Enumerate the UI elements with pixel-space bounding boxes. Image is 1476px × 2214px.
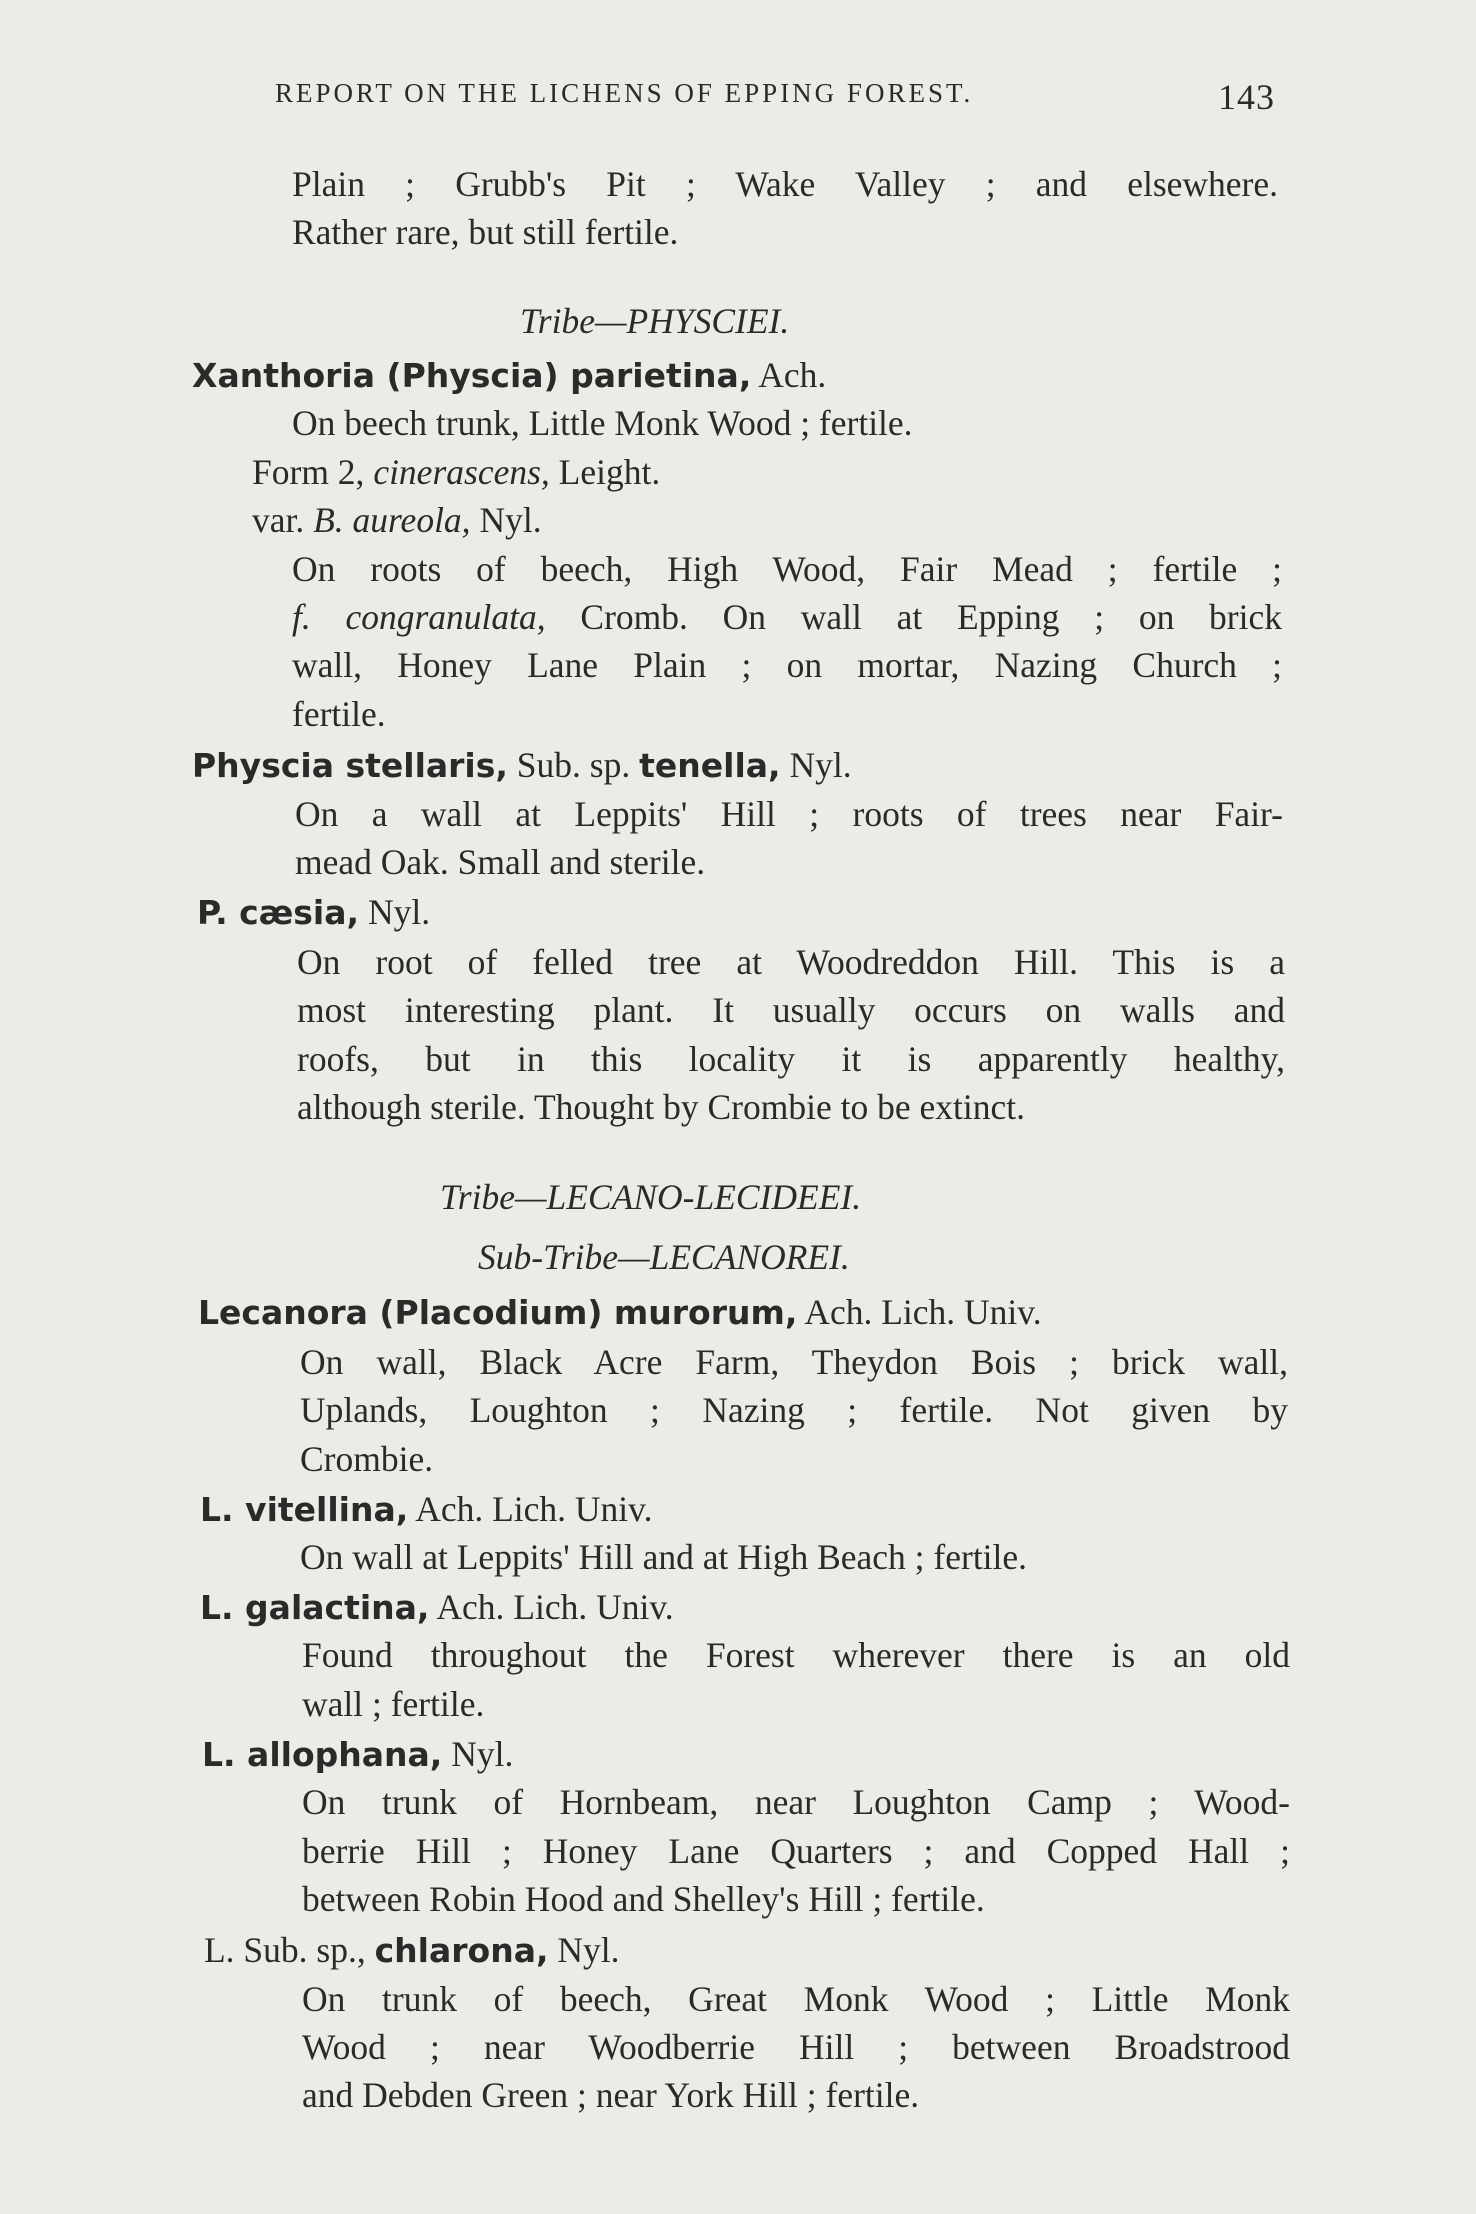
form-authority: Leight. [558, 452, 661, 492]
text-line: roofs, but in this locality it is apparently healthy, [297, 1039, 1285, 1079]
text-line: Uplands, Loughton ; Nazing ; fertile. Not given by [300, 1390, 1288, 1430]
species-name: L. galactina, [200, 1588, 430, 1627]
form-entry [252, 452, 661, 492]
subspecies-name: chlarona, [374, 1931, 549, 1970]
text-line: On root of felled tree at Woodreddon Hill. This is a [297, 942, 1285, 982]
tribe-heading: Tribe—LECANO-LECIDEEI. [440, 1177, 862, 1217]
text-line: On trunk of Hornbeam, near Loughton Camp ; Wood- [302, 1782, 1290, 1822]
text-line: Wood ; near Woodberrie Hill ; between Broadstrood [302, 2027, 1290, 2067]
species-entry [192, 745, 852, 785]
species-entry [197, 892, 431, 932]
form-name: f. congranulata, [292, 597, 546, 637]
subspecies-name: tenella, [639, 746, 781, 785]
variety-authority: Nyl. [479, 500, 542, 540]
text-line: On trunk of beech, Great Monk Wood ; Little Monk [302, 1979, 1290, 2019]
text-line [292, 597, 1282, 637]
subspecies-label: Sub. sp. [516, 745, 631, 785]
text-line: On beech trunk, Little Monk Wood ; fertile. [292, 403, 913, 443]
text-line: between Robin Hood and Shelley's Hill ; fertile. [302, 1879, 985, 1919]
species-authority: Ach. Lich. Univ. [436, 1587, 674, 1627]
species-authority: Nyl. [451, 1734, 514, 1774]
species-authority: Ach. Lich. Univ. [804, 1292, 1042, 1332]
form-name: cinerascens, [373, 452, 550, 492]
text-line: Plain ; Grubb's Pit ; Wake Valley ; and elsewhere. [292, 164, 1278, 204]
species-entry [202, 1734, 514, 1774]
species-name: L. allophana, [202, 1735, 443, 1774]
text-line: wall ; fertile. [302, 1684, 485, 1724]
text-line: On roots of beech, High Wood, Fair Mead ; fertile ; [292, 549, 1282, 589]
text-line: On wall, Black Acre Farm, Theydon Bois ; brick wall, [300, 1342, 1288, 1382]
species-authority: Ach. Lich. Univ. [415, 1489, 653, 1529]
variety-entry [252, 500, 542, 540]
text-line: Rather rare, but still fertile. [292, 212, 679, 252]
species-name: Xanthoria (Physcia) parietina, [192, 356, 752, 395]
text-line: Crombie. [300, 1439, 434, 1479]
text-line: Found throughout the Forest wherever there is an old [302, 1635, 1290, 1675]
text-line: berrie Hill ; Honey Lane Quarters ; and Copped Hall ; [302, 1831, 1290, 1871]
variety-name: B. aureola, [313, 500, 471, 540]
subspecies-label: L. Sub. sp., [204, 1930, 366, 1970]
species-entry [198, 1292, 1042, 1332]
running-title: REPORT ON THE LICHENS OF EPPING FOREST. [275, 78, 974, 108]
subtribe-heading: Sub-Tribe—LECANOREI. [478, 1237, 850, 1277]
text-line: wall, Honey Lane Plain ; on mortar, Nazing Church ; [292, 645, 1282, 685]
text-line: fertile. [292, 694, 386, 734]
species-entry [192, 355, 827, 395]
text-line: mead Oak. Small and sterile. [295, 842, 706, 882]
text-line: On wall at Leppits' Hill and at High Beach ; fertile. [300, 1537, 1028, 1577]
species-entry [200, 1489, 653, 1529]
tribe-heading: Tribe—PHYSCIEI. [520, 301, 790, 341]
species-authority: Nyl. [367, 892, 431, 932]
variety-label: var. [252, 500, 305, 540]
species-name: Physcia stellaris, [192, 746, 508, 785]
species-authority: Nyl. [557, 1930, 620, 1970]
species-name: L. vitellina, [200, 1490, 409, 1529]
text-line: although sterile. Thought by Crombie to be extinct. [297, 1087, 1025, 1127]
species-entry [200, 1587, 674, 1627]
page-number: 143 [1218, 77, 1275, 117]
species-name: P. cæsia, [197, 893, 360, 932]
text-line: and Debden Green ; near York Hill ; fertile. [302, 2075, 920, 2115]
text-line: On a wall at Leppits' Hill ; roots of trees near Fair- [295, 794, 1283, 834]
form-label: Form 2, [252, 452, 365, 492]
species-name: Lecanora (Placodium) murorum, [198, 1293, 798, 1332]
text-fragment: Cromb. On wall at Epping ; on brick [580, 597, 1282, 637]
species-authority: Nyl. [789, 745, 852, 785]
species-entry [204, 1930, 620, 1970]
text-line: most interesting plant. It usually occurs on walls and [297, 990, 1285, 1030]
species-authority: Ach. [758, 355, 827, 395]
